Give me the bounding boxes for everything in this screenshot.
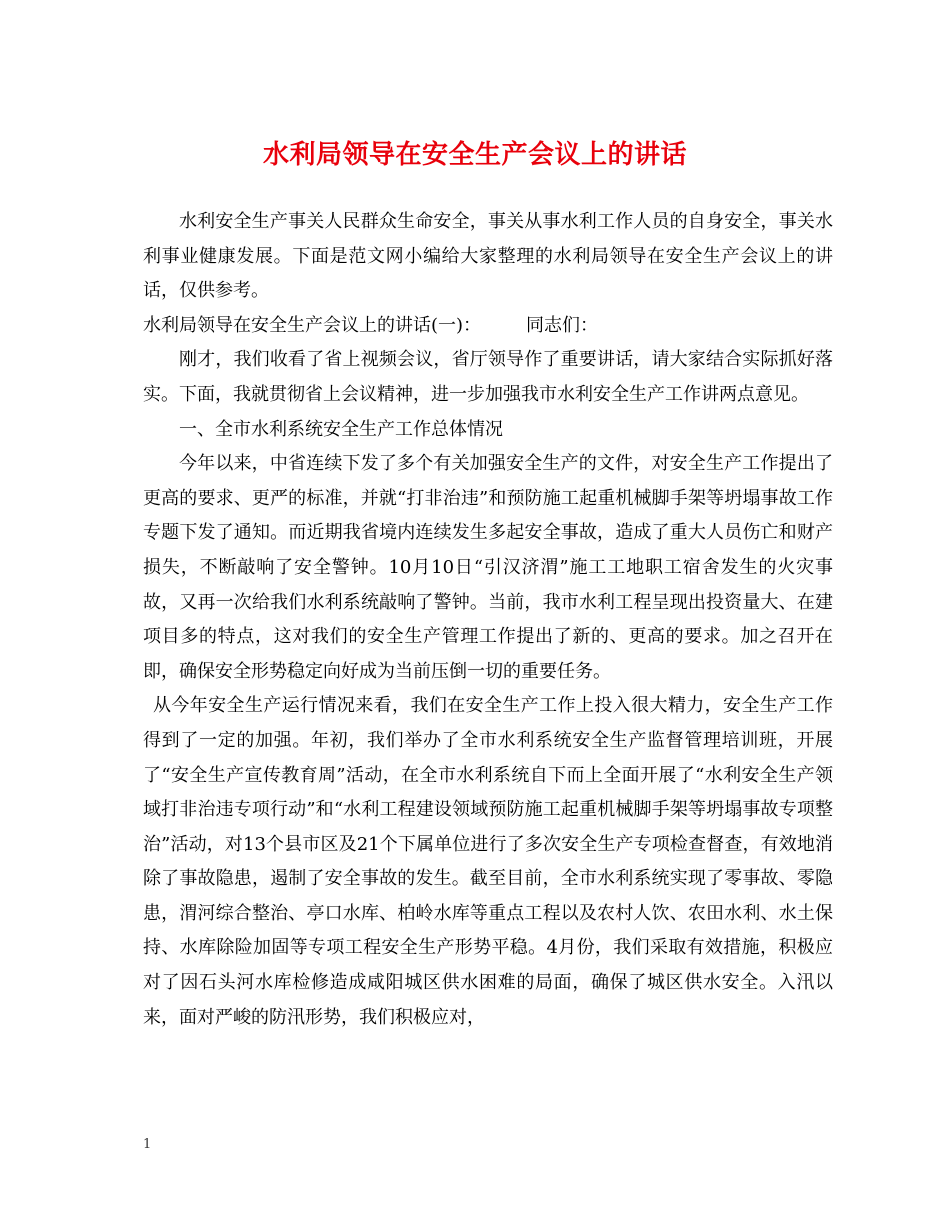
section-heading-1: 一、全市水利系统安全生产工作总体情况	[179, 418, 503, 440]
intro-paragraph: 水利安全生产事关人民群众生命安全，事关从事水利工作人员的自身安全，事关水利事业健康发展。下面是范文网小编给大家整理的水利局领导在安全生产会议上的讲话，仅供参考。	[143, 211, 833, 302]
body-paragraph-1: 刚才，我们收看了省上视频会议，省厅领导作了重要讲话，请大家结合实际抓好落实。下面，我就贯彻省上会议精神，进一步加强我市水利安全生产工作讲两点意见。	[143, 349, 833, 405]
page-number: 1	[143, 1137, 152, 1152]
speech-heading: 水利局领导在安全生产会议上的讲话(一)： 同志们：	[143, 314, 599, 336]
body-paragraph-2: 今年以来，中省连续下发了多个有关加强安全生产的文件，对安全生产工作提出了更高的要求、更严的标准，并就“打非治违”和预防施工起重机械脚手架等坍塌事故工作专题下发了通知。而近期我省境内连续发生多起安全事故，造成了重大人员伤亡和财产损失，不断敲响了安全警钟。10月10日“引汉济渭”施工工地职工宿舍发生的火灾事故，又再一次给我们水利系统敲响了警钟。当前，我市水利工程呈现出投资量大、在建项目多的特点，这对我们的安全生产管理工作提出了新的、更高的要求。加之召开在即，确保安全形势稳定向好成为当前压倒一切的重要任务。	[143, 453, 833, 682]
body-paragraph-3: 从今年安全生产运行情况来看，我们在安全生产工作上投入很大精力，安全生产工作得到了一定的加强。年初，我们举办了全市水利系统安全生产监督管理培训班，开展了“安全生产宣传教育周”活动，在全市水利系统自下而上全面开展了“水利安全生产领域打非治违专项行动”和“水利工程建设领域预防施工起重机械脚手架等坍塌事故专项整治”活动，对13个县市区及21个下属单位进行了多次安全生产专项检查督查，有效地消除了事故隐患，遏制了安全事故的发生。截至目前，全市水利系统实现了零事故、零隐患，渭河综合整治、亭口水库、柏岭水库等重点工程以及农村人饮、农田水利、水土保持、水库除险加固等专项工程安全生产形势平稳。4月份，我们采取有效措施，积极应对了因石头河水库检修造成咸阳城区供水困难的局面，确保了城区供水安全。入汛以来，面对严峻的防汛形势，我们积极应对，	[143, 695, 833, 1028]
document-body	[143, 205, 833, 1035]
document-title: 水利局领导在安全生产会议上的讲话	[262, 140, 687, 170]
